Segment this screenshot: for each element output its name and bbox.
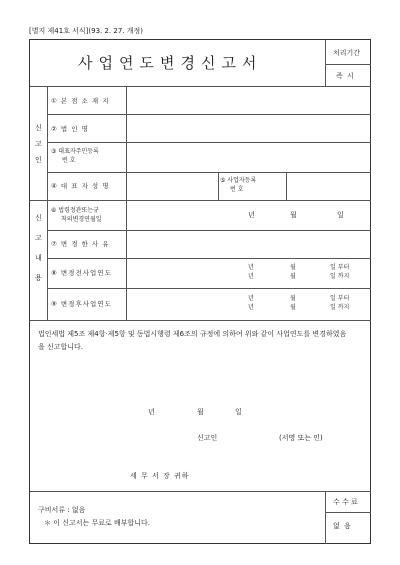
sign-day-unit: 일 [235, 408, 242, 416]
cell-divider [218, 172, 219, 200]
period-from-day: 일 부터 [330, 264, 350, 271]
field-previous-year-label: ⑧ 변경전사업연도 [51, 269, 112, 277]
field-head-office-label: ① 본 점 소 재 지 [51, 97, 110, 105]
label-column-line [126, 86, 127, 320]
period-to-year: 년 [248, 304, 254, 311]
section-column-line [47, 86, 48, 320]
row-line [47, 172, 371, 173]
form-number-note: [별지 제41호 서식](93. 2. 27. 개정) [29, 27, 143, 35]
period-from-year: 년 [248, 295, 254, 302]
required-documents: 구비서류 : 없음 [38, 506, 86, 514]
field-representative-name-label: ④ 대 표 자 성 명 [51, 182, 110, 190]
row-line [47, 258, 371, 259]
fee-label: 수 수 료 [333, 498, 358, 506]
section-details-char: 내 [35, 254, 42, 262]
period-to-day: 일 까지 [330, 273, 350, 280]
row-line [47, 230, 371, 231]
processing-divider [325, 64, 371, 65]
section-details-char: 신 [35, 214, 42, 222]
row-line [47, 142, 371, 143]
sign-month-unit: 월 [197, 408, 204, 416]
field-corporation-name-label: ② 법 인 명 [51, 125, 89, 133]
period-to-month: 월 [290, 273, 296, 280]
fee-divider [325, 491, 326, 544]
period-from-month: 월 [290, 264, 296, 271]
processing-period-value: 즉 시 [336, 72, 355, 80]
title-divider [325, 40, 326, 86]
reporter-label: 신고인 [197, 434, 218, 442]
field-amendment-date-label-2: 칙의변경연월일 [61, 216, 102, 223]
date-day-unit: 일 [337, 211, 344, 219]
free-distribution-note: ＊ 이 신고서는 무료로 배부합니다. [44, 519, 151, 527]
section-reporter-char: 고 [35, 140, 42, 148]
bottom-section-line [30, 491, 371, 492]
fee-row-line [325, 512, 371, 513]
addressee: 세 무 서 장 귀하 [130, 472, 190, 480]
field-business-reg-label: ⑤ 사업자등록 [220, 177, 257, 184]
period-from-month: 월 [290, 295, 296, 302]
field-change-reason-label: ⑦ 변 경 한 사 유 [51, 240, 110, 248]
field-amendment-date-label: ⑥ 법령정관또는규 [51, 207, 99, 214]
business-year-change-report-form [29, 39, 371, 544]
period-from-day: 일 부터 [330, 295, 350, 302]
field-representative-id-label-2: 번 호 [62, 157, 76, 164]
period-to-month: 월 [290, 304, 296, 311]
section-reporter-char: 인 [35, 156, 42, 164]
section-details-char: 고 [35, 234, 42, 242]
field-business-reg-label-2: 번 호 [230, 186, 244, 193]
field-representative-id-label: ③ 대표자주민등록 [51, 148, 99, 155]
row-line [47, 288, 371, 289]
row-line [47, 114, 371, 115]
signature-note: (서명 또는 인) [279, 434, 323, 442]
field-new-year-label: ⑨ 변경후사업연도 [51, 300, 112, 308]
date-year-unit: 년 [248, 211, 255, 219]
section-divider [30, 320, 371, 321]
cell-divider [286, 172, 287, 200]
fee-value: 없 음 [333, 522, 352, 530]
period-to-year: 년 [248, 273, 254, 280]
period-to-day: 일 까지 [330, 304, 350, 311]
form-title: 사업연도변경신고서 [78, 54, 263, 72]
declaration-text: 법인세법 제5조 제4항·제5항 및 동법시행령 제6조의 규정에 의하여 위와 같이 사업연도를 변경하였음을 신고합니다. [38, 330, 347, 351]
period-from-year: 년 [248, 264, 254, 271]
section-details-char: 용 [35, 274, 42, 282]
section-divider [30, 200, 371, 201]
title-bottom-line [30, 86, 371, 87]
section-reporter-char: 신 [35, 124, 42, 132]
date-month-unit: 월 [290, 211, 297, 219]
sign-year-unit: 년 [148, 408, 155, 416]
processing-period-label: 처리기간 [333, 49, 361, 57]
